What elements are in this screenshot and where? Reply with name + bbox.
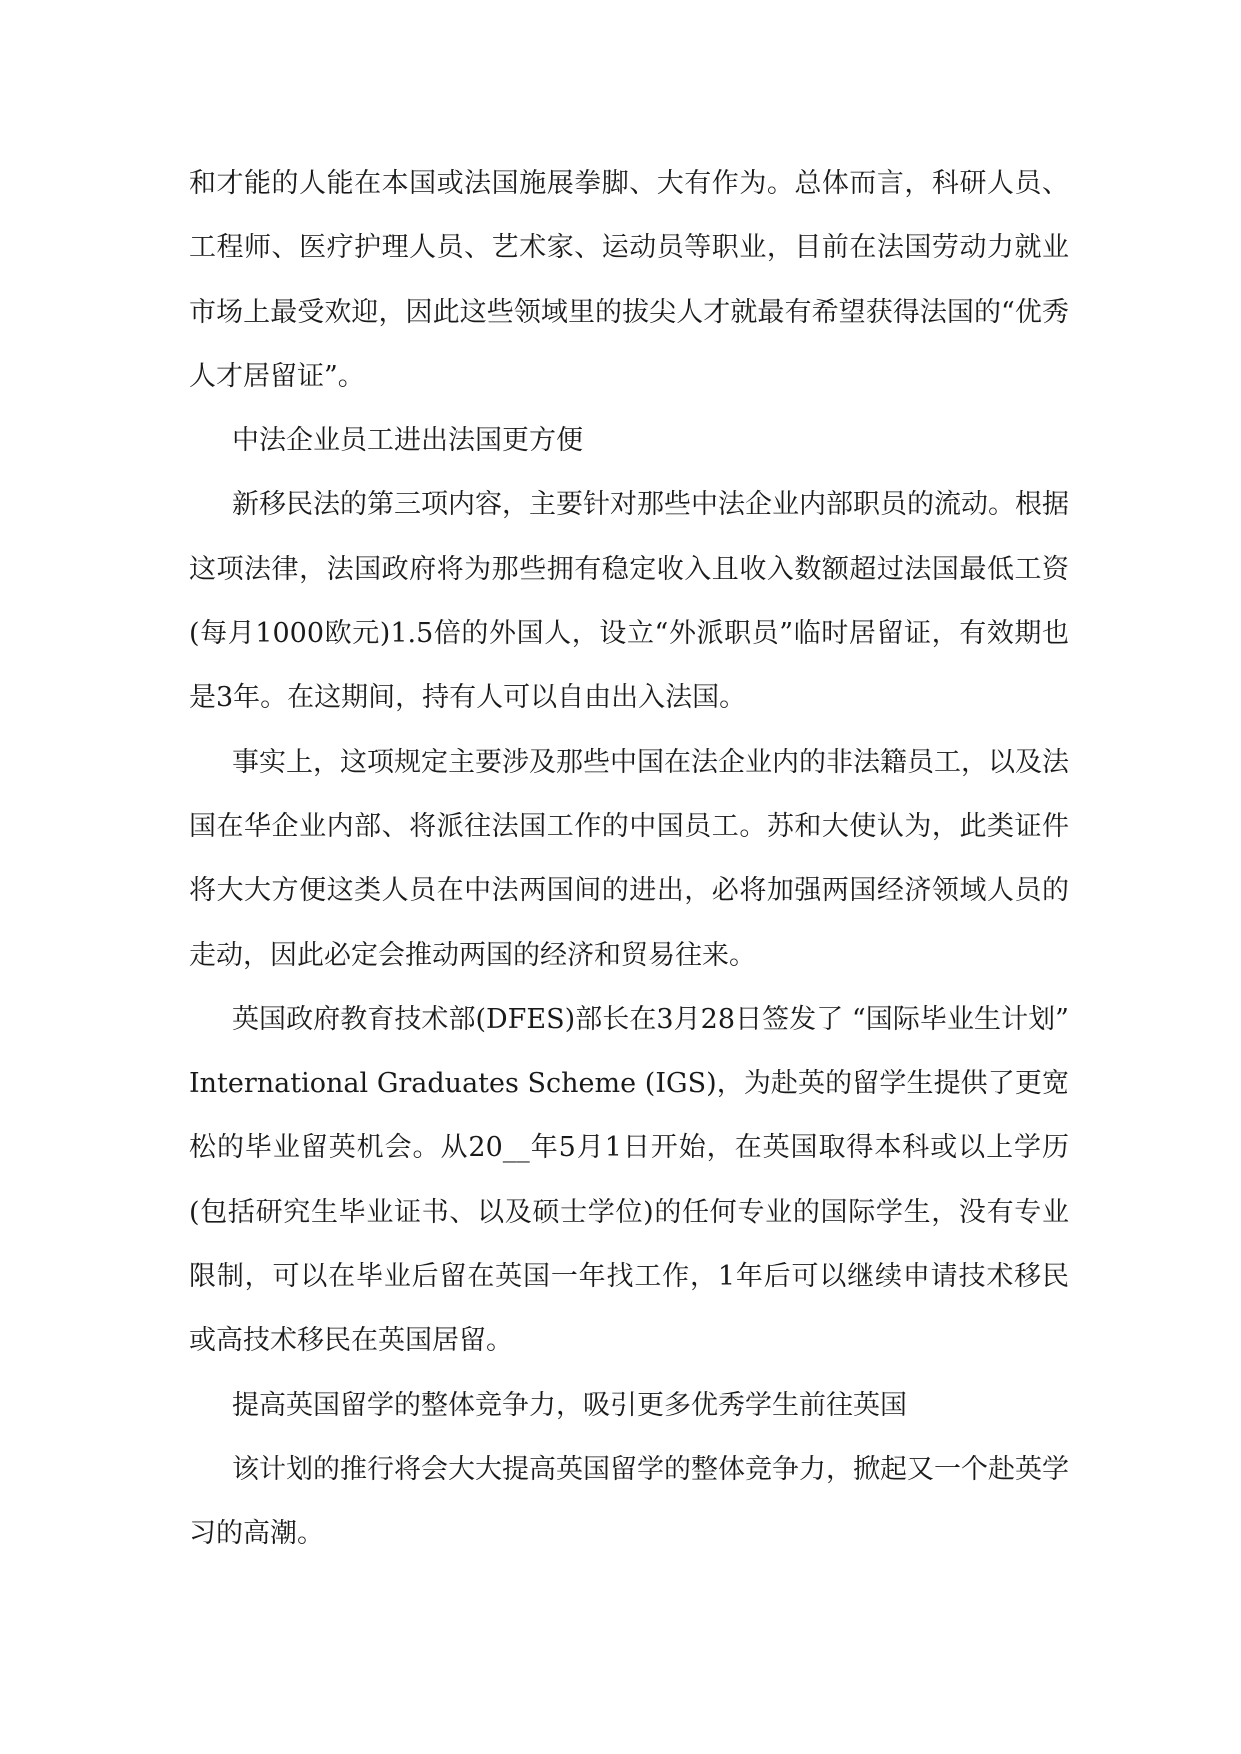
section-subheading-uk-competitiveness: 提高英国留学的整体竞争力，吸引更多优秀学生前往英国 xyxy=(232,1389,907,1421)
paragraph-in-fact: 事实上，这项规定主要涉及那些中国在法企业内的非法籍员工，以及法国在华企业内部、将派往法国工作的中国员工。苏和大使认为，此类证件将大大方便这类人员在中法两国间的进出，必将加强两国经济领域人员的走动，因此必定会推动两国的经济和贸易往来。 xyxy=(189,746,1069,971)
paragraph-new-immigration-law: 新移民法的第三项内容，主要针对那些中法企业内部职员的流动。根据这项法律，法国政府将为那些拥有稳定收入且收入数额超过法国最低工资(每月1000欧元)1.5倍的外国人，设立“外派职员”临时居留证，有效期也是3年。在这期间，持有人可以自由出入法国。 xyxy=(189,489,1069,714)
paragraph-plan-impact: 该计划的推行将会大大提高英国留学的整体竞争力，掀起又一个赴英学习的高潮。 xyxy=(189,1453,1069,1550)
paragraph-continued: 和才能的人能在本国或法国施展拳脚、大有作为。总体而言，科研人员、工程师、医疗护理人员、艺术家、运动员等职业，目前在法国劳动力就业市场上最受欢迎，因此这些领域里的拔尖人才就最有希望获得法国的“优秀人才居留证”。 xyxy=(189,168,1069,392)
document-body xyxy=(189,152,1069,1567)
section-subheading-enterprise-staff: 中法企业员工进出法国更方便 xyxy=(232,425,583,457)
paragraph-uk-igs: 英国政府教育技术部(DFES)部长在3月28日签发了 “国际毕业生计划” International Graduates Scheme (IGS)，为赴英的留学生提供了更宽松的毕业留英机会。从20__年5月1日开始，在英国取得本科或以上学历(包括研究生毕业证书、以及硕士学位)的任何专业的国际学生，没有专业限制，可以在毕业后留在英国一年找工作，1年后可以继续申请技术移民或高技术移民在英国居留。 xyxy=(189,1003,1069,1357)
